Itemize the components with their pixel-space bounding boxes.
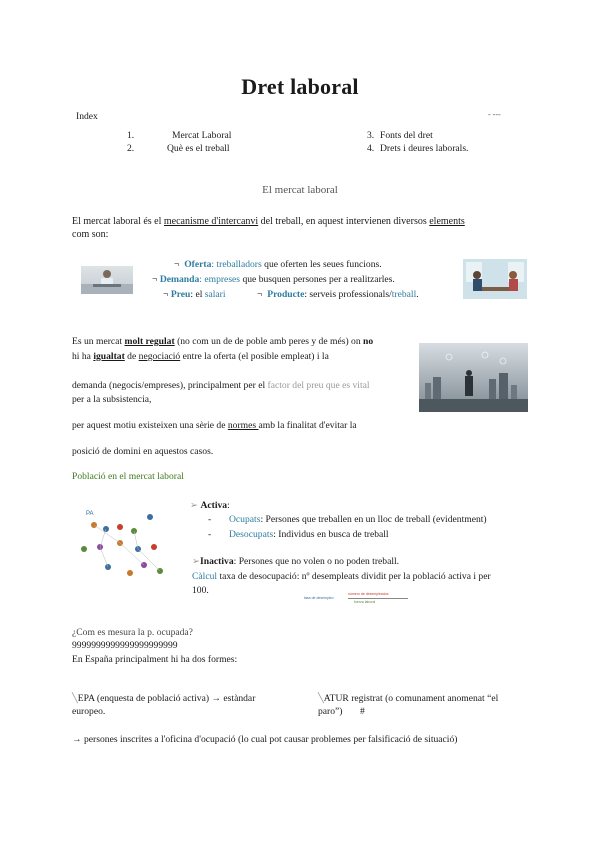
formula-denominator: fuerza laboral <box>354 600 376 604</box>
intro-line-1: El mercat laboral és el mecanisme d'intercanvi del treball, en aquest intervienen diversos elements <box>72 216 465 227</box>
formula-bar <box>348 598 408 599</box>
index-item-4[interactable]: Drets i deures laborals. <box>380 143 469 154</box>
calcul-line: Càlcul taxa de desocupació: nº desempleats dividit per la població activa i per <box>192 571 491 582</box>
index-num-2: 2. <box>127 143 135 154</box>
desocupats-line: Desocupats: Individus en busca de treball <box>229 529 389 540</box>
ocupats-line: Ocupats: Persones que treballen en un lloc de treball (evidentment) <box>229 514 487 525</box>
businessman-city-image <box>419 343 528 412</box>
para2-line-1: Es un mercat molt regulat (no com un de de poble amb peres y de més) on no <box>72 336 374 347</box>
mesura-spain: En España principalment hi ha dos formes: <box>72 654 238 665</box>
formula-left-label: tasa de desempleo <box>304 596 334 600</box>
para2-line-4: per a la subsistencia, <box>72 394 152 405</box>
index-item-3[interactable]: Fonts del dret <box>380 130 433 141</box>
epa-line-2: europeo. <box>72 706 106 717</box>
index-label: Index <box>76 111 98 122</box>
bullet-demanda: ¬ Demanda: empreses que busquen persones per a realitzarles. <box>152 274 395 285</box>
index-item-1[interactable]: Mercat Laboral <box>172 130 232 141</box>
index-num-4: 4. <box>367 143 375 154</box>
atur-line-2: paro”) <box>318 706 343 717</box>
intro-line-2: com son: <box>72 229 109 240</box>
index-item-2[interactable]: Què es el treball <box>167 143 230 154</box>
bullet-producte: ¬ Producte: serveis professionals/treball. <box>257 289 419 300</box>
calcul-line-2: 100. <box>192 585 209 596</box>
index-num-3: 3. <box>367 130 375 141</box>
desocupats-dash: - <box>208 529 212 540</box>
worker-desk-image <box>81 266 133 294</box>
ocupats-dash: - <box>208 514 212 525</box>
poblacio-heading: Població en el mercat laboral <box>72 471 184 482</box>
inactiva-line: ➢Inactiva: Persones que no volen o no poden treball. <box>192 556 400 567</box>
atur-line-1: ╲ATUR registrat (o comunament anomenat “el <box>318 693 499 704</box>
section-heading: El mercat laboral <box>262 184 338 196</box>
epa-line-1: ╲EPA (enquesta de població activa) → estàndar <box>72 693 256 704</box>
mesura-question: ¿Com es mesura la p. ocupada? <box>72 627 193 638</box>
corner-marks: - --- <box>488 110 501 119</box>
para2-line-2: hi ha igualtat de negociació entre la oferta (el posible empleat) i la <box>72 351 329 362</box>
formula-numerator: número de desempleados <box>348 592 389 596</box>
mesura-nines: 9999999999999999999999 <box>72 640 178 651</box>
footer-line: → persones inscrites a l'oficina d'ocupació (lo cual pot causar problemes per falsificació de situació) <box>72 734 458 745</box>
page-title: Dret laboral <box>241 74 359 99</box>
svg-text:PA: PA <box>86 511 94 517</box>
interview-image <box>463 259 527 299</box>
para2-line-5: per aquest motiu existeixen una sèrie de normes amb la finalitat d'evitar la <box>72 420 357 431</box>
index-num-1: 1. <box>127 130 135 141</box>
unemployment-formula <box>304 591 416 607</box>
poblacio-infographic <box>74 503 174 583</box>
bullet-preu: ¬ Preu: el salari <box>163 289 226 300</box>
para2-line-3: demanda (negocis/empreses), principalment per el factor del preu que es vital <box>72 380 370 391</box>
para2-line-6: posició de domini en aquestos casos. <box>72 446 214 457</box>
bullet-oferta: ¬ Oferta: treballadors que oferten les seues funcions. <box>174 259 382 270</box>
activa-line: ➢ Activa: <box>190 500 230 511</box>
atur-hash: # <box>360 706 365 717</box>
